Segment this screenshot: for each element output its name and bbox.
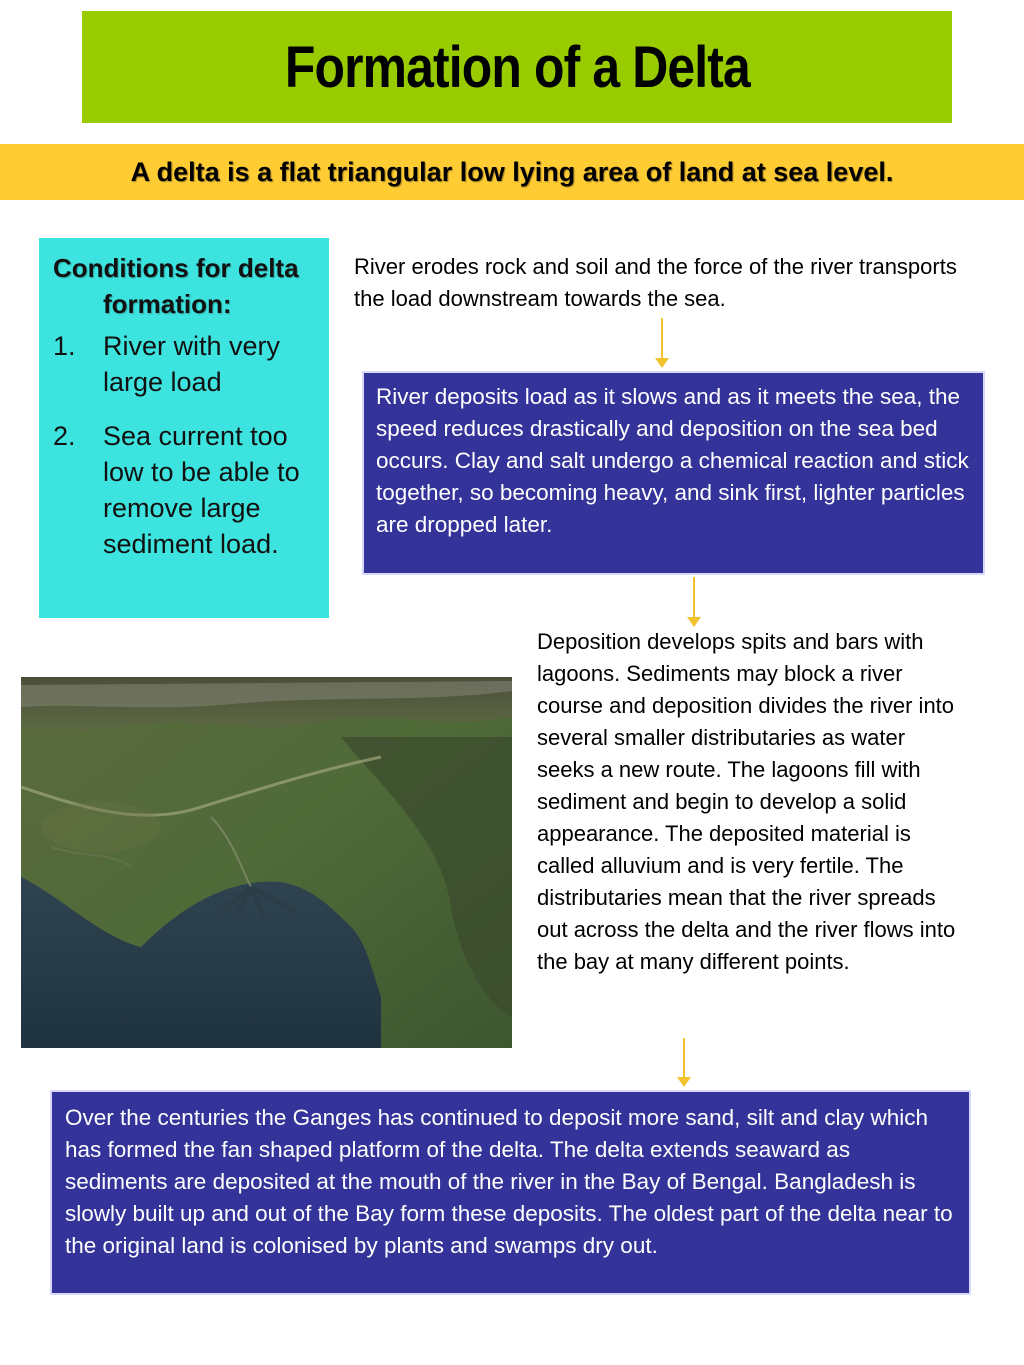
deposition-step-text: River deposits load as it slows and as it meets the sea, the speed reduces drastically and deposition on the sea bed occurs. Clay and salt undergo a chemical reaction and stick together, so becoming heavy, and sink first, lighter particles are dropped later. <box>376 384 969 537</box>
ganges-summary-box <box>50 1090 971 1295</box>
ganges-summary-text: Over the centuries the Ganges has continued to deposit more sand, silt and clay which has formed the fan shaped platform of the delta. The delta extends seaward as sediments are deposited at the mouth of the river in the Bay of Bengal. Bangladesh is slowly built up and out of the Bay form these deposits. The oldest part of the delta near to the original land is colonised by plants and swamps dry out. <box>65 1105 953 1258</box>
condition-number: 1. <box>53 331 76 361</box>
definition-banner <box>0 144 1024 200</box>
condition-item <box>53 418 319 562</box>
deposition-step-box <box>362 371 985 575</box>
conditions-list <box>53 328 319 562</box>
condition-text: River with very large load <box>103 331 281 397</box>
down-arrow-icon <box>661 318 663 364</box>
conditions-box <box>39 238 329 618</box>
conditions-heading: Conditions for delta formation: <box>53 253 299 319</box>
condition-number: 2. <box>53 421 76 451</box>
down-arrow-icon <box>683 1038 685 1083</box>
definition-text: A delta is a flat triangular low lying area of land at sea level. <box>130 156 894 187</box>
ganges-delta-satellite-image <box>21 677 512 1048</box>
condition-text: Sea current too low to be able to remove large sediment load. <box>103 421 300 559</box>
down-arrow-icon <box>693 577 695 623</box>
page-title: Formation of a Delta <box>284 34 750 100</box>
title-banner <box>82 11 952 123</box>
condition-item <box>53 328 319 400</box>
distributaries-step-text: Deposition develops spits and bars with lagoons. Sediments may block a river course and deposition divides the river into several smaller distributaries as water seeks a new route. The lagoons fill with sediment and begin to develop a solid appearance. The deposited material is called alluvium and is very fertile. The distributaries mean that the river spreads out across the delta and the river flows into the bay at many different points. <box>537 629 956 974</box>
erosion-step-text: River erodes rock and soil and the force of the river transports the load downstream towards the sea. <box>354 254 957 311</box>
